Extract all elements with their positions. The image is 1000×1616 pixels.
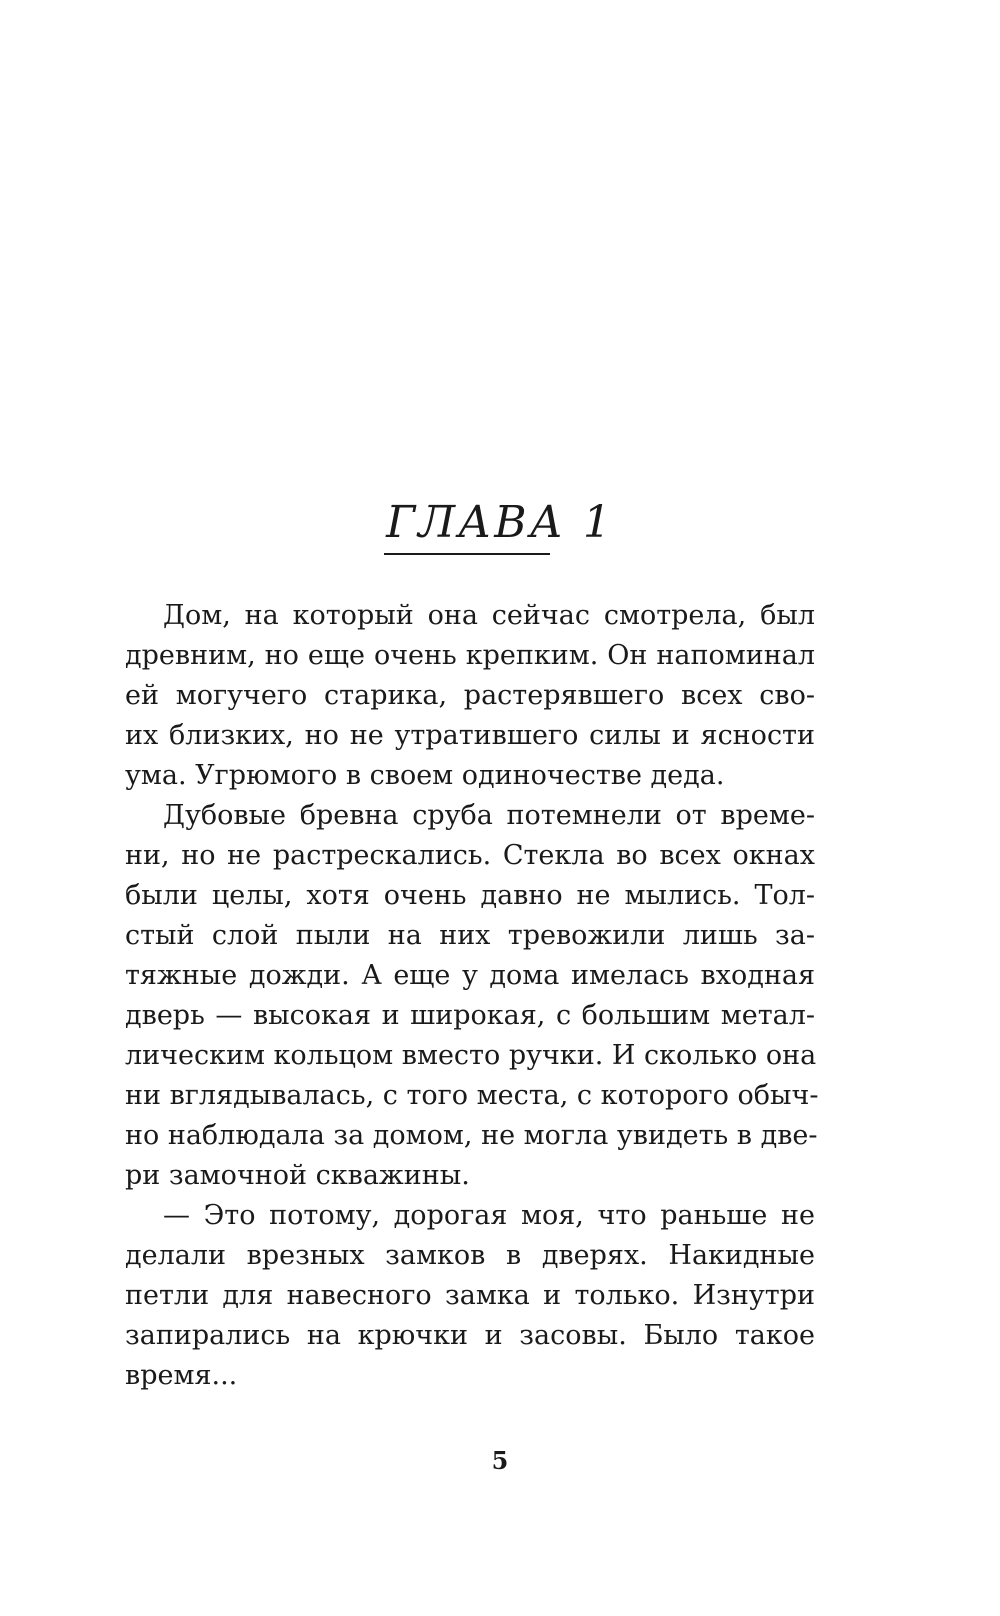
text-line: их близких, но не утратившего силы и ясности	[125, 720, 815, 751]
text-line: время...	[125, 1360, 238, 1391]
text-line: ей могучего старика, растерявшего всех сво-	[125, 680, 815, 711]
text-line: ни, но не растрескались. Стекла во всех окнах	[125, 840, 815, 871]
text-line: древним, но еще очень крепким. Он напоминал	[125, 640, 815, 671]
text-line: дверь — высокая и широкая, с большим метал-	[125, 1000, 815, 1031]
text-line: петли для навесного замка и только. Изнутри	[125, 1280, 815, 1311]
page-number: 5	[491, 1446, 509, 1475]
text-line: были целы, хотя очень давно не мылись. Тол-	[125, 880, 815, 911]
text-line: но наблюдала за домом, не могла увидеть в две-	[125, 1120, 818, 1151]
text-line: ни вглядывалась, с того места, с которого обыч-	[125, 1080, 819, 1111]
text-line: тяжные дожди. А еще у дома имелась входная	[125, 960, 815, 991]
text-line: стый слой пыли на них тревожили лишь за-	[125, 920, 815, 951]
text-line: запирались на крючки и засовы. Было такое	[125, 1320, 815, 1351]
text-line: делали врезных замков в дверях. Накидные	[125, 1240, 815, 1271]
text-line: Дубовые бревна сруба потемнели от време-	[163, 800, 815, 831]
chapter-title: ГЛАВА 1	[386, 497, 614, 548]
body-text	[125, 596, 819, 1396]
text-line: лическим кольцом вместо ручки. И сколько она	[125, 1040, 817, 1071]
text-line: Дом, на который она сейчас смотрела, был	[163, 600, 815, 631]
text-line: — Это потому, дорогая моя, что раньше не	[163, 1200, 815, 1231]
chapter-title-underline	[384, 553, 550, 555]
text-line: ума. Угрюмого в своем одиночестве деда.	[125, 760, 725, 791]
text-line: ри замочной скважины.	[125, 1160, 470, 1191]
